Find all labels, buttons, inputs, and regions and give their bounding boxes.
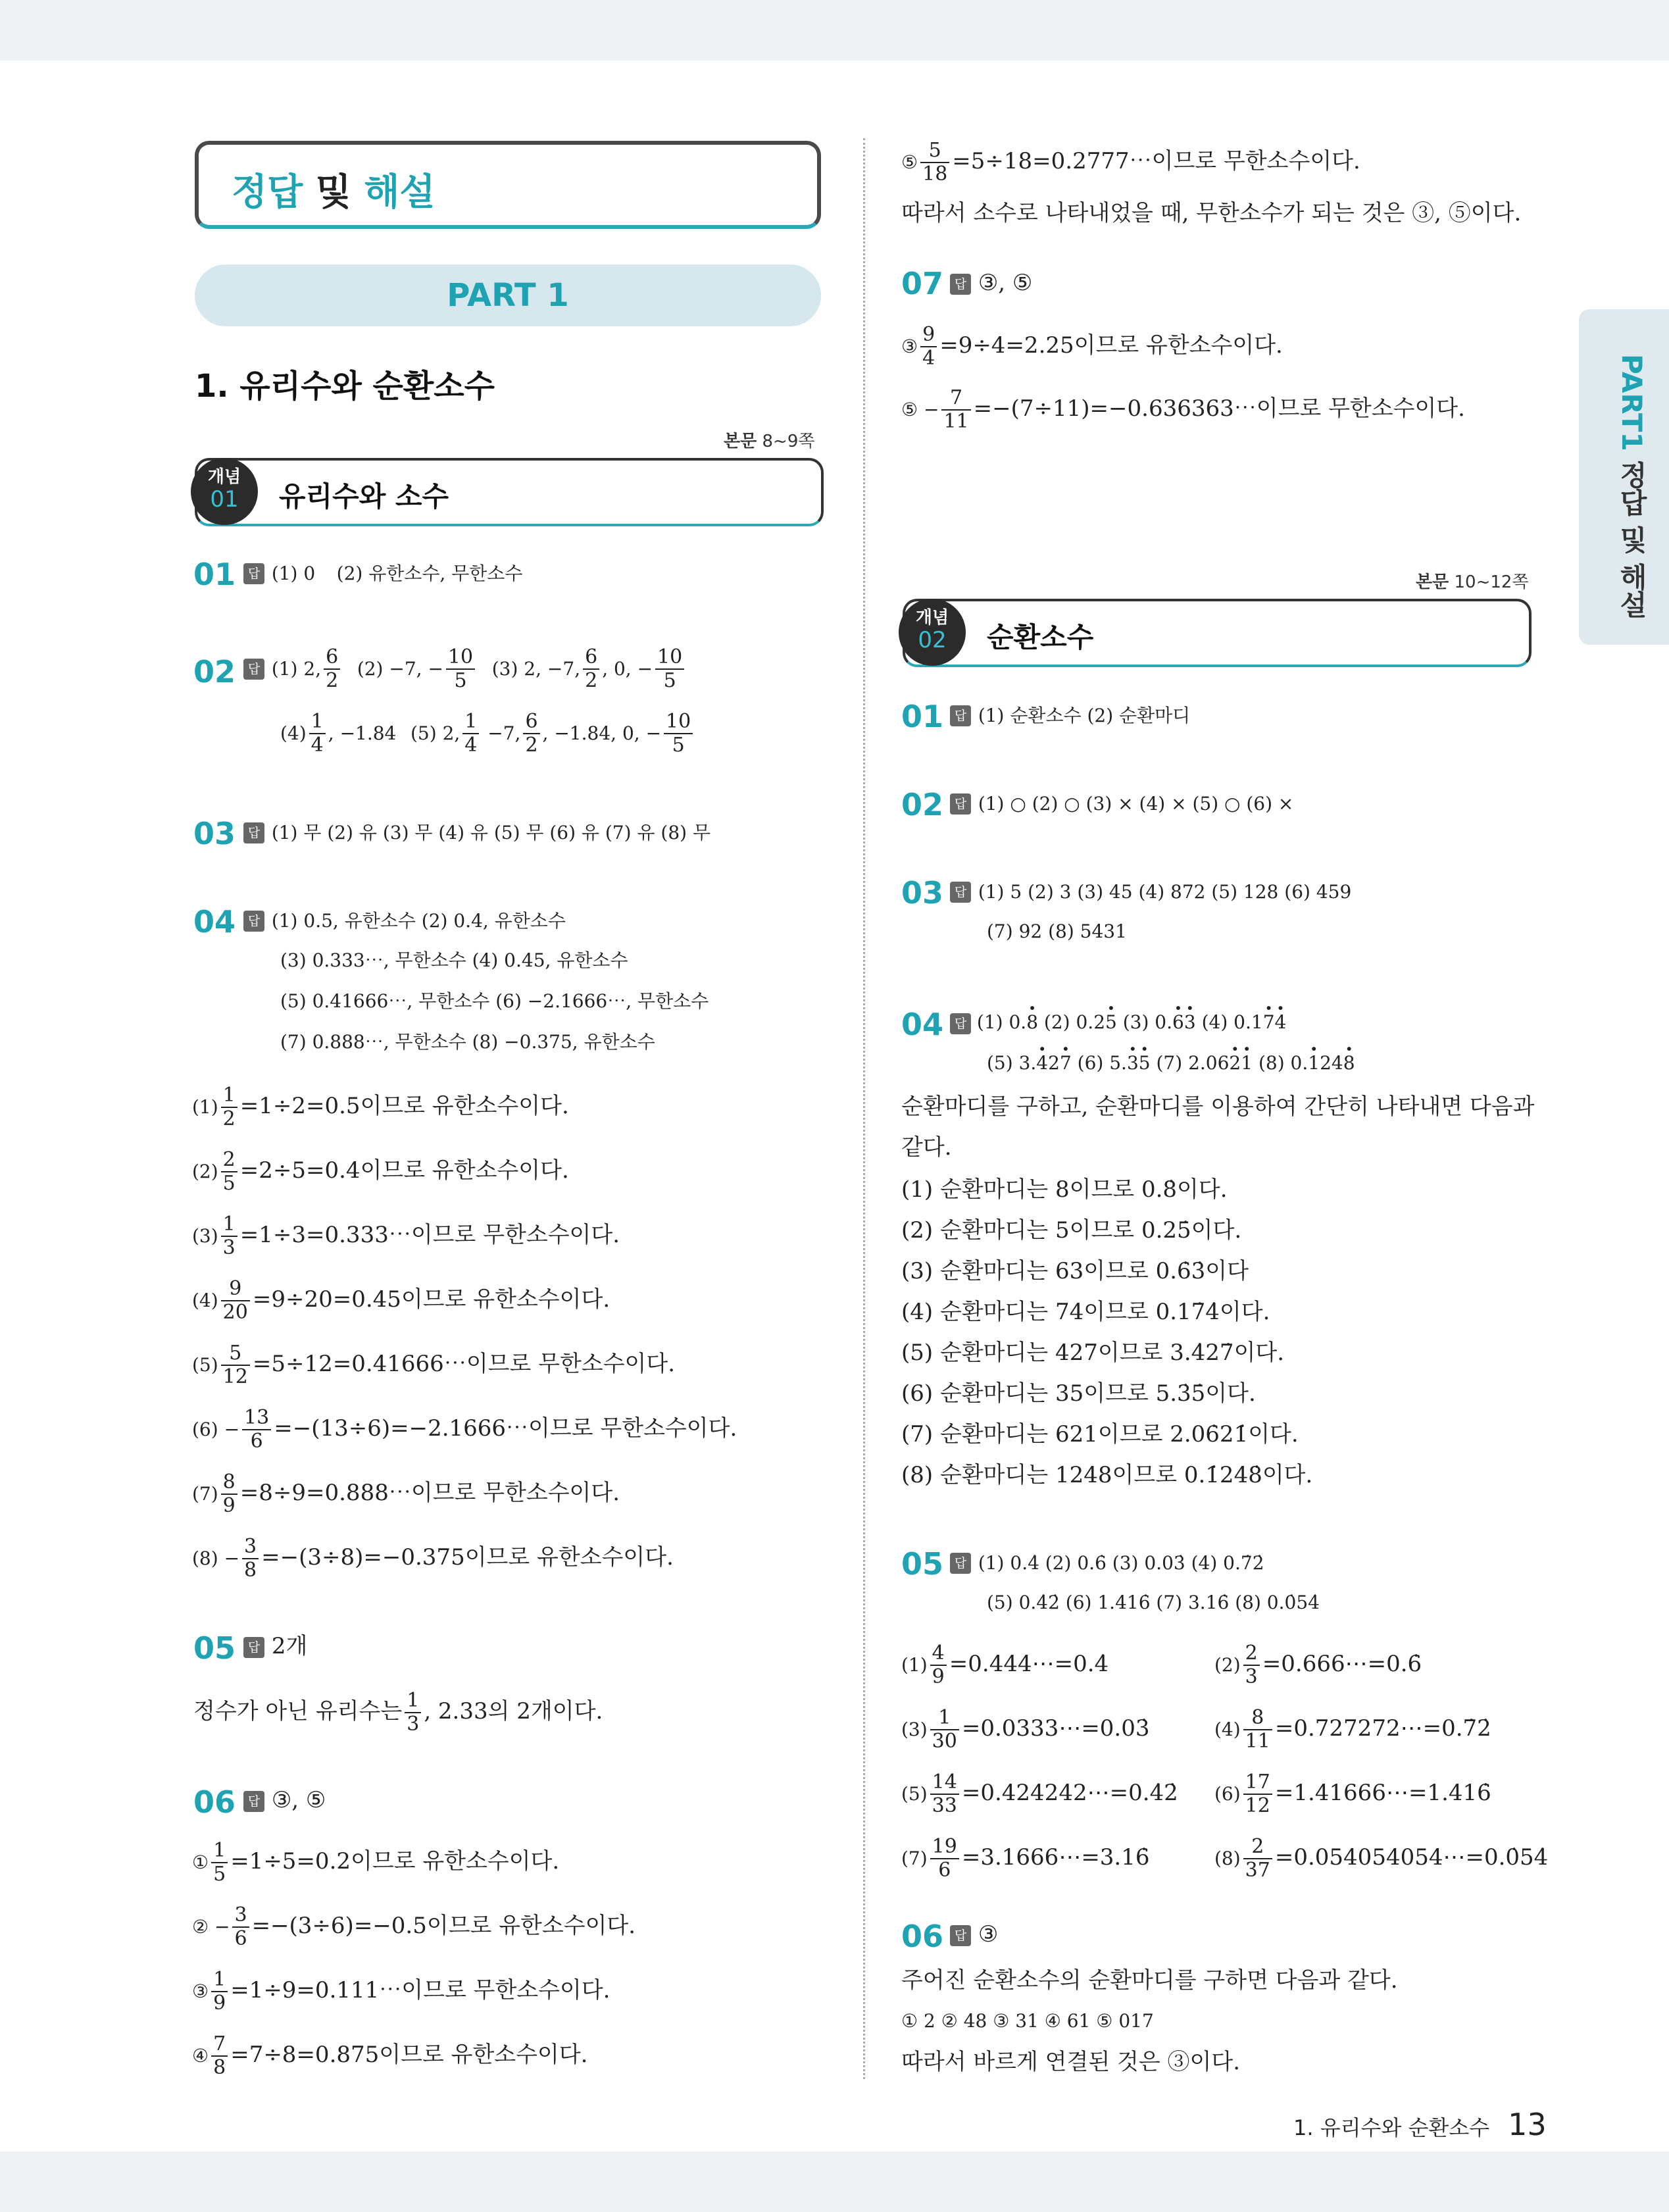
explanation-line: 정수가 아닌 유리수는 $\frac{1}{3}$ , 2.33의 2개이다. [193,1689,603,1736]
answer-line: (5) 0.4̇2̇ (6) 1.416̇ (7) 3.16̇ (8) 0.0̇54̇ [987,1592,1320,1613]
answer-line: 답 ③, ⑤ [243,1787,326,1813]
explanation-line: ② − $\frac{3}{6}$ =−(3÷6)=−0.5이므로 유한소수이다. [192,1903,636,1950]
answer-tag: 답 [243,1637,264,1658]
answer-line: (5) 0.41666⋯, 무한소수 (6) −2.1666⋯, 무한소수 [280,990,709,1012]
explanation-line: (6) $\frac{17}{12}$ =1.41666⋯=1.416̇ [1214,1771,1491,1817]
page-title [232,163,436,216]
answer-line: 답 (1) 무 (2) 유 (3) 무 (4) 유 (5) 무 (6) 유 (7) 유 (8) 무 [243,818,710,846]
question-number: 01 [901,699,944,734]
question-number: 02 [193,654,236,690]
question-number: 06 [901,1919,944,1954]
answer-tag: 답 [950,1553,971,1574]
explanation-line: (3) 순환마디는 63이므로 0.6̇3̇이다 [901,1258,1249,1284]
answer-tag: 답 [950,793,971,815]
question-number: 04 [901,1007,944,1042]
answer-tag: 답 [243,822,264,843]
explanation-line: (1) 순환마디는 8이므로 0.8̇이다. [901,1176,1228,1203]
explanation-line: (5) $\frac{14}{33}$ =0.424242⋯=0.4̇2̇ [901,1771,1178,1817]
explanation-line: ⑤ $\frac{5}{18}$ =5÷18=0.2777⋯이므로 무한소수이다. [901,139,1360,186]
explanation-line: (2) $\frac{2}{5}$ =2÷5=0.4이므로 유한소수이다. [192,1148,569,1195]
explanation-line: ③ $\frac{1}{9}$ =1÷9=0.111⋯이므로 무한소수이다. [192,1968,610,2015]
answer-line: (7) 92 (8) 5431 [987,920,1127,942]
answer-tag: 답 [243,1791,264,1812]
explanation-line: (4) 순환마디는 74이므로 0.17̇4̇이다. [901,1299,1270,1325]
question-number: 06 [193,1784,236,1820]
explanation-line: (1) $\frac{4}{9}$ =0.444⋯=0.4̇ [901,1642,1109,1688]
concept-title: 순환소수 [987,621,1094,653]
answer-key-title-box [195,141,821,229]
concept-header-1 [195,458,824,526]
explanation-line: (4) $\frac{8}{11}$ =0.727272⋯=0.7̇2̇ [1214,1706,1491,1753]
explanation-line: ④ $\frac{7}{8}$ =7÷8=0.875이므로 유한소수이다. [192,2032,588,2079]
answer-line: 답 (1) 5 (2) 3 (3) 45 (4) 872 (5) 128 (6) 459 [950,878,1351,905]
answer-line: 답 (1) 0.5, 유한소수 (2) 0.4, 유한소수 [243,907,566,934]
answer-line: (3) 0.333⋯, 무한소수 (4) 0.45, 유한소수 [280,949,628,971]
concept-badge: 개념 01 [191,458,258,525]
answer-line: 답 ③ [950,1921,998,1948]
question-number: 07 [901,266,944,301]
answer-tag: 답 [950,1013,971,1034]
explanation-line: (7) $\frac{19}{6}$ =3.1666⋯=3.16̇ [901,1835,1150,1882]
explanation-line: (3) $\frac{1}{3}$ =1÷3=0.333⋯이므로 무한소수이다. [192,1213,620,1259]
question-number: 03 [901,875,944,911]
answer-tag: 답 [243,659,264,680]
explanation-line: ① $\frac{1}{5}$ =1÷5=0.2이므로 유한소수이다. [192,1839,560,1886]
explanation-line: 따라서 바르게 연결된 것은 ③이다. [901,2049,1241,2075]
question-number: 05 [901,1546,944,1582]
explanation-line: (3) $\frac{1}{30}$ =0.0333⋯=0.03̇ [901,1706,1150,1753]
page-number: 13 [1508,2107,1547,2142]
answer-line: 답 (1) ○ (2) ○ (3) × (4) × (5) ○ (6) × [950,790,1293,817]
question-number: 05 [193,1630,236,1666]
explanation-line: (4) $\frac{9}{20}$ =9÷20=0.45이므로 유한소수이다. [192,1277,610,1324]
chapter-title: 1. 유리수와 순환소수 [195,368,495,405]
answer-line: (5) 3.4 ·27 · (6) 5.3 ·5 · (7) 2.062 ·1 · (8) 0.1 ·248 · [987,1050,1355,1076]
question-number: 04 [193,904,236,940]
answer-line: 답 (1) 순환소수 (2) 순환마디 [950,701,1190,729]
explanation-line: (7) $\frac{8}{9}$ =8÷9=0.888⋯이므로 무한소수이다. [192,1470,620,1517]
answer-tag: 답 [950,1925,971,1946]
column-divider [863,138,865,2079]
explanation-line: ① 2 ② 48 ③ 31 ④ 61 ⑤ 017 [901,2010,1154,2032]
page-reference-1: 본문 8~9쪽 [724,432,815,451]
explanation-line: (6) 순환마디는 35이므로 5.3̇5̇이다. [901,1380,1256,1407]
concept-title: 유리수와 소수 [279,480,449,513]
question-number: 01 [193,557,236,592]
part-label: PART 1 [195,264,821,326]
answer-tag: 답 [243,911,264,932]
explanation-line: (7) 순환마디는 621이므로 2.06̇21̇이다. [901,1421,1299,1447]
explanation-line: (8) $\frac{2}{37}$ =0.054054054⋯=0.0̇54̇ [1214,1835,1549,1882]
title-part-b: 해설 [364,171,436,214]
footer-chapter: 1. 유리수와 순환소수 [1293,2115,1490,2140]
answer-line: (4) $\frac{1}{4}$ , −1.84 (5) 2, $\frac{1}{4}$ −7, $\frac{6}{2}$ , −1.84, 0, − $\frac{10}{5}$ [280,711,695,757]
answer-line: 답 (1) 0 (2) 유한소수, 무한소수 [243,559,522,587]
answer-tag: 답 [950,274,971,295]
concept-badge: 개념 02 [899,599,966,666]
question-number: 03 [193,816,236,851]
answer-tag: 답 [950,882,971,903]
question-number: 02 [901,787,944,822]
answer-line: 답 (1) 2, $\frac{6}{2}$ (2) −7, − $\frac{10}{5}$ (3) 2, −7, $\frac{6}{2}$ , 0, − $\frac{10}{5}$ [243,646,687,692]
answer-line: 답 (1) 0.4̇ (2) 0.6̇ (3) 0.03̇ (4) 0.7̇2̇ [950,1549,1264,1576]
explanation-line: (8) 순환마디는 1248이므로 0.1̇248̇이다. [901,1462,1313,1488]
explanation-line: ③ $\frac{9}{4}$ =9÷4=2.25이므로 유한소수이다. [901,323,1283,370]
answer-line: (7) 0.888⋯, 무한소수 (8) −0.375, 유한소수 [280,1031,655,1053]
page-reference-2: 본문 10~12쪽 [1416,572,1529,592]
explanation-line: (6) − $\frac{13}{6}$ =−(13÷6)=−2.1666⋯이므로 무한소수이다. [192,1406,737,1453]
explanation-line: 주어진 순환소수의 순환마디를 구하면 다음과 같다. [901,1967,1398,1994]
page-footer [1293,2107,1547,2142]
explanation-line: (2) 순환마디는 5이므로 0.25̇이다. [901,1217,1242,1244]
title-part-a: 정답 [232,171,303,214]
answer-line: 답 (1) 0.8 · (2) 0.25 · (3) 0.6 ·3 · (4) 0.17 ·4 · [950,1009,1286,1036]
answer-tag: 답 [950,705,971,726]
explanation-line: 같다. [901,1134,952,1161]
explanation-line: 순환마디를 구하고, 순환마디를 이용하여 간단히 나타내면 다음과 [901,1093,1535,1120]
explanation-line: (2) $\frac{2}{3}$ =0.666⋯=0.6̇ [1214,1642,1422,1688]
side-tab-label: PART1 정답 및 해설 [1616,354,1648,618]
title-part-mid: 및 [303,171,364,214]
explanation-line: (5) $\frac{5}{12}$ =5÷12=0.41666⋯이므로 무한소수이다. [192,1342,676,1388]
answer-tag: 답 [243,563,264,584]
concept-header-2 [903,599,1532,667]
answer-line: 답 2개 [243,1633,307,1659]
explanation-line: 따라서 소수로 나타내었을 때, 무한소수가 되는 것은 ③, ⑤이다. [901,200,1522,226]
explanation-line: ⑤ − $\frac{7}{11}$ =−(7÷11)=−0.636363⋯이므로 무한소수이다. [901,386,1465,433]
bottom-band [0,2151,1669,2212]
explanation-line: (8) − $\frac{3}{8}$ =−(3÷8)=−0.375이므로 유한소수이다. [192,1535,674,1582]
explanation-line: (1) $\frac{1}{2}$ =1÷2=0.5이므로 유한소수이다. [192,1084,569,1130]
top-band [0,0,1669,61]
side-chapter-tab [1579,309,1669,645]
explanation-line: (5) 순환마디는 427이므로 3.4̇27̇이다. [901,1340,1285,1366]
answer-line: 답 ③, ⑤ [950,270,1032,296]
